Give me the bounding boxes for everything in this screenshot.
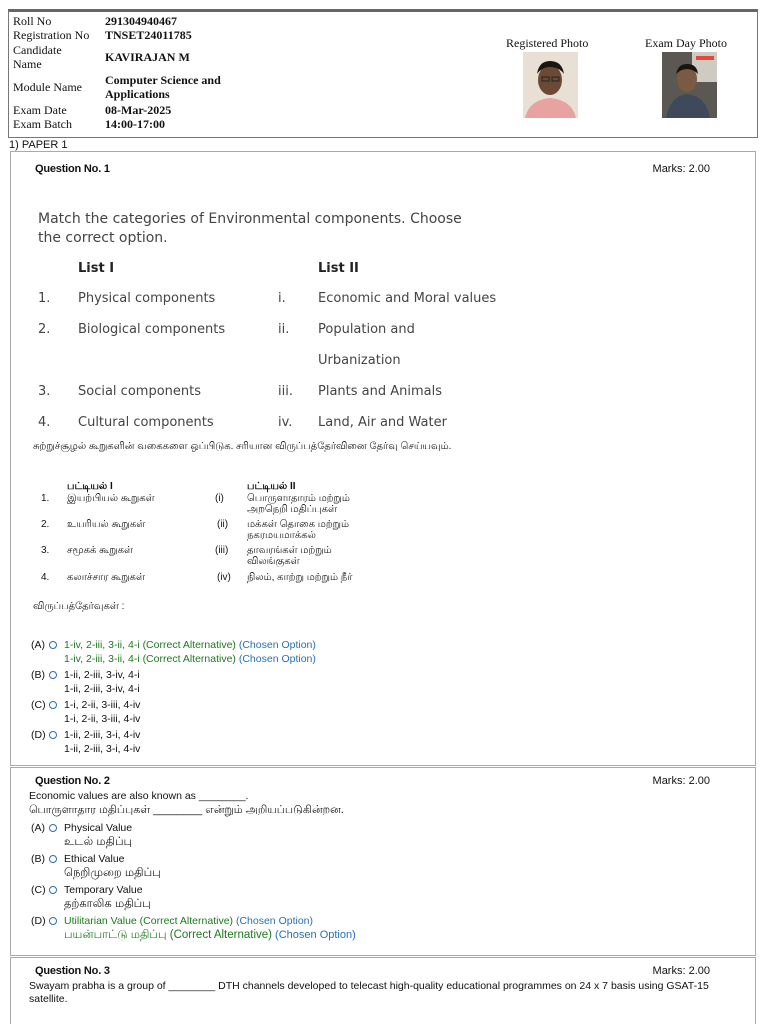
info-value: 08-Mar-2025 [105,103,172,117]
chosen-tag: (Chosen Option) [235,653,316,665]
roman-numeral: (ii) [217,519,229,530]
list1-header: List I [78,261,115,276]
option-text: 1-iv, 2-iii, 3-ii, 4-i (Correct Alternative) [64,639,236,651]
option-text: Ethical Value [64,853,125,865]
option-label: (A) [31,639,45,651]
tamil-list2-header: பட்டியல் II [247,481,296,492]
option-c[interactable] [31,698,140,726]
option-c[interactable] [31,883,151,911]
question-number: Question No. 1 [35,163,110,175]
chosen-tag: (Chosen Option) [235,639,316,651]
radio-icon[interactable] [49,671,57,679]
candidate-info-panel [8,9,758,138]
option-label: (C) [31,884,46,896]
option-text: 1-i, 2-ii, 3-iii, 4-iv [64,699,141,711]
radio-icon[interactable] [49,886,57,894]
roman-numeral: (iv) [217,572,231,583]
info-value: Computer Science and Applications [105,73,221,101]
option-label: (D) [31,729,46,741]
list1-item: Social components [78,384,201,399]
option-text: 1-ii, 2-iii, 3-iv, 4-i [64,669,140,681]
option-label: (C) [31,699,46,711]
info-label: Roll No [13,14,52,28]
option-text-alt: 1-i, 2-ii, 3-iii, 4-iv [64,713,141,725]
option-text-alt: 1-ii, 2-iii, 3-i, 4-iv [64,743,141,755]
option-text-alt: நெறிமுறை மதிப்பு [64,867,161,879]
question-stem: Economic values are also known as ________. [29,790,249,802]
radio-icon[interactable] [49,824,57,832]
option-label: (B) [31,669,45,681]
question-stem: Swayam prabha is a group of ________ DTH channels developed to telecast high-quality educational programmes on 24 x 7 basis using GSAT-15 satellite. [29,980,709,1005]
radio-icon[interactable] [49,855,57,863]
list2-item: Plants and Animals [318,384,443,399]
option-label: (A) [31,822,45,834]
question-card-1 [10,151,756,766]
tamil-options-label: விருப்பத்தேர்வுகள் : [33,601,125,612]
roman-numeral: (iii) [215,545,229,556]
option-text: Utilitarian Value (Correct Alternative) [64,915,234,927]
list2-item: நிலம், காற்று மற்றும் நீர் [247,572,353,583]
paper-label: 1) PAPER 1 [9,139,68,151]
question-number: Question No. 2 [35,775,110,787]
info-row-module [13,71,245,103]
list1-item: கலாச்சார கூறுகள் [67,572,145,583]
info-value: 14:00-17:00 [105,117,165,131]
tamil-stem: பொருளாதார மதிப்புகள் ________ என்றும் அறியப்படுகின்றன. [29,804,344,816]
list1-item: Physical components [78,291,216,306]
list2-item: Population and [318,322,415,337]
exam-day-photo [662,52,717,118]
tamil-stem: சுற்றுச்சூழல் கூறுகளின் வகைகளை ஒப்பிடுக. சரியான விருப்பத்தேர்வினை தேர்வு செய்யவும். [33,441,452,452]
row-number: 4. [38,415,51,430]
radio-icon[interactable] [49,917,57,925]
option-b[interactable] [31,852,161,880]
option-b[interactable] [31,668,140,696]
info-label: Registration No [13,28,90,42]
row-number: 4. [41,572,50,583]
option-text: 1-ii, 2-iii, 3-i, 4-iv [64,729,141,741]
list2-item: தாவரங்கள் மற்றும் விலங்குகள் [247,545,332,567]
roman-numeral: ii. [278,322,290,337]
list1-item: உயரியல் கூறுகள் [67,519,146,530]
registered-photo [523,52,578,118]
row-number: 2. [41,519,50,530]
option-text-alt: தற்காலிக மதிப்பு [64,898,151,910]
option-text: Physical Value [64,822,133,834]
option-d[interactable] [31,728,140,756]
list2-header: List II [318,261,359,276]
list2-item: Urbanization [318,353,401,368]
info-row-registration [13,28,245,42]
exam-day-photo-label: Exam Day Photo [645,36,727,50]
roman-numeral: iv. [278,415,293,430]
question-stem: Match the categories of Environmental components. Choose the correct option. [38,211,462,246]
registered-photo-image [523,52,578,118]
list2-item: Economic and Moral values [318,291,497,306]
question-marks: Marks: 2.00 [652,163,710,175]
option-text: Temporary Value [64,884,143,896]
row-number: 3. [38,384,51,399]
info-value: KAVIRAJAN M [105,49,190,64]
list2-item: மக்கள் தொகை மற்றும் நகரமயமாக்கல் [247,519,350,541]
radio-icon[interactable] [49,641,57,649]
list2-item: பொருளாதாரம் மற்றும் அறநெறி மதிப்புகள் [247,493,350,515]
chosen-tag: (Chosen Option) [233,915,314,927]
row-number: 1. [41,493,50,504]
tamil-list1-header: பட்டியல் I [67,481,113,492]
question-card-3 [10,957,756,1024]
option-a[interactable] [31,821,132,849]
info-label: Exam Date [13,103,67,117]
info-row-date [13,103,245,117]
info-label: Module Name [13,80,82,94]
roman-numeral: iii. [278,384,293,399]
option-text-alt: பயன்பாட்டு மதிப்பு (Correct Alternative) [64,929,272,941]
row-number: 1. [38,291,51,306]
exam-day-photo-image [662,52,717,118]
list1-item: Biological components [78,322,226,337]
info-row-batch [13,117,245,131]
list2-item: Land, Air and Water [318,415,447,430]
chosen-tag: (Chosen Option) [272,929,356,941]
roman-numeral: i. [278,291,286,306]
info-label: Exam Batch [13,117,72,131]
row-number: 3. [41,545,50,556]
option-d[interactable] [31,914,356,942]
radio-icon[interactable] [49,701,57,709]
question-marks: Marks: 2.00 [652,775,710,787]
candidate-info-table [13,14,245,131]
question-card-2 [10,767,756,956]
option-text-alt: 1-iv, 2-iii, 3-ii, 4-i (Correct Alternative) [64,653,236,665]
registered-photo-label: Registered Photo [506,36,589,50]
info-row-roll [13,14,245,28]
option-text-alt: 1-ii, 2-iii, 3-iv, 4-i [64,683,140,695]
option-label: (B) [31,853,45,865]
info-label: Candidate Name [13,42,62,71]
info-value: 291304940467 [105,14,177,28]
radio-icon[interactable] [49,731,57,739]
list1-item: சமூகக் கூறுகள் [67,545,133,556]
roman-numeral: (i) [215,493,224,504]
option-text-alt: உடல் மதிப்பு [64,836,133,848]
option-a[interactable] [31,638,316,666]
info-row-name [13,42,245,71]
list1-item: Cultural components [78,415,214,430]
question-marks: Marks: 2.00 [652,965,710,977]
question-number: Question No. 3 [35,965,110,977]
option-label: (D) [31,915,46,927]
info-value: TNSET24011785 [105,28,192,42]
row-number: 2. [38,322,51,337]
list1-item: இயற்பியல் கூறுகள் [67,493,155,504]
